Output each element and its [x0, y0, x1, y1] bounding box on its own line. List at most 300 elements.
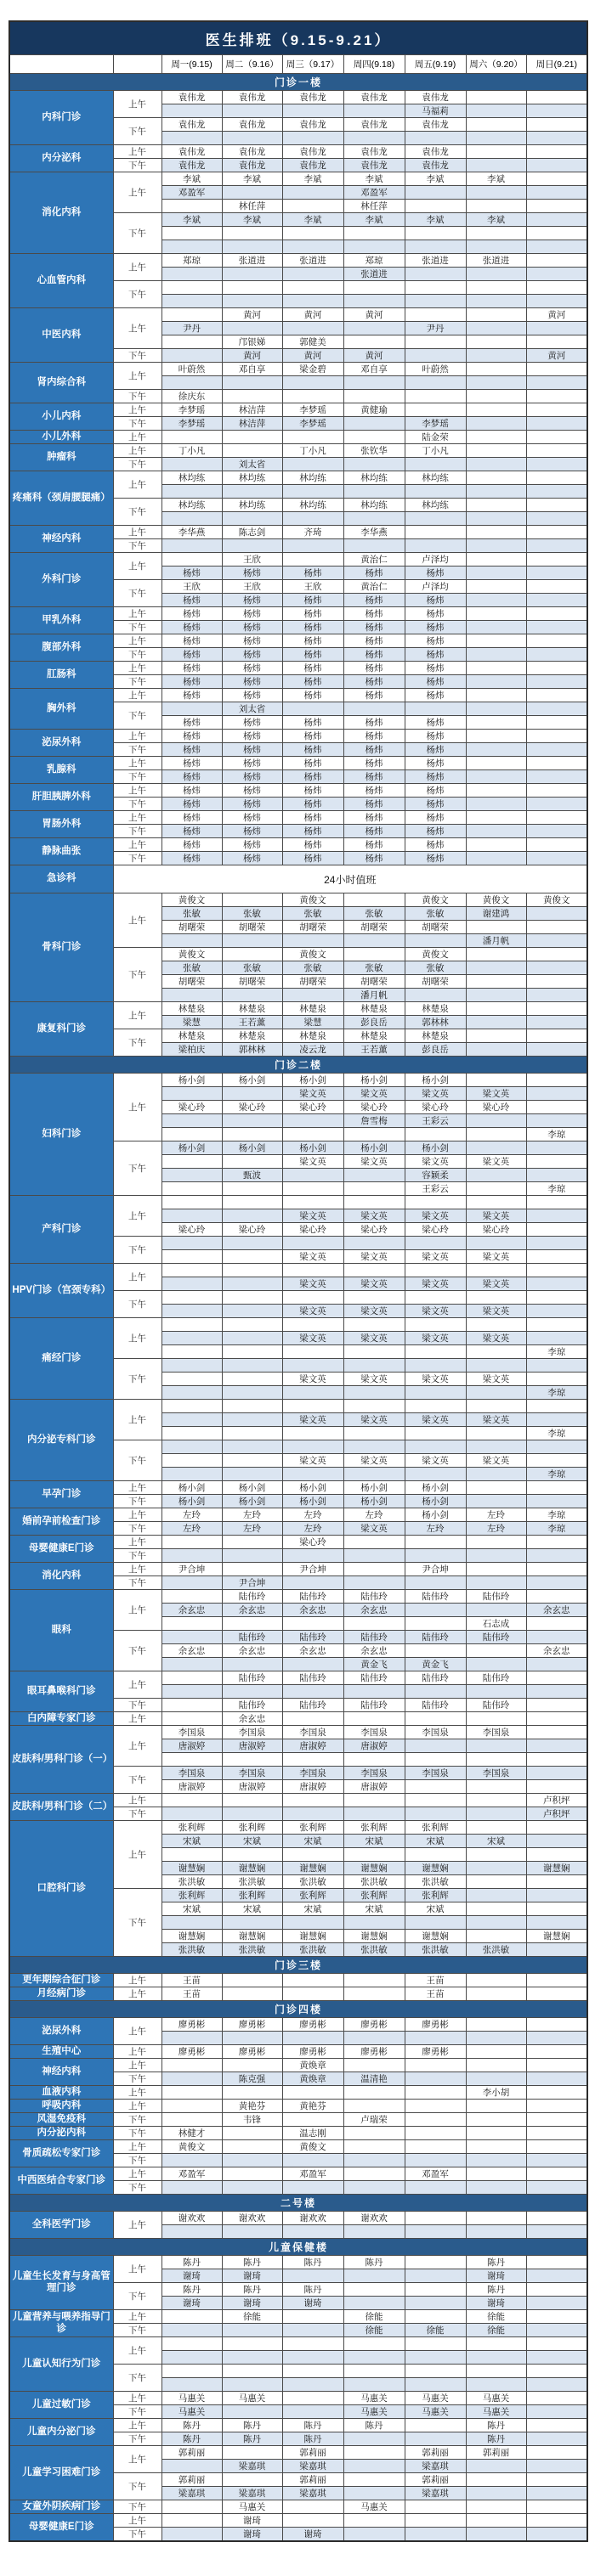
doctor-cell: 杨小剑: [343, 1481, 405, 1495]
empty-cell: [526, 1987, 587, 2001]
doctor-cell: 李斌: [466, 172, 526, 186]
empty-cell: [466, 1043, 526, 1057]
empty-cell: [282, 1182, 343, 1196]
doctor-cell: 杨炜: [282, 811, 343, 825]
empty-cell: [405, 2072, 466, 2086]
empty-cell: [405, 2514, 466, 2528]
empty-cell: [282, 2269, 343, 2283]
doctor-cell: 梁心玲: [343, 1101, 405, 1114]
schedule-row: [9, 1821, 587, 1835]
doctor-cell: 黄治仁: [343, 580, 405, 594]
empty-cell: [162, 512, 222, 526]
empty-cell: [466, 1074, 526, 1087]
schedule-row: [9, 2059, 587, 2072]
doctor-cell: 陈丹: [282, 2283, 343, 2297]
doctor-cell: 胡曙荣: [162, 975, 222, 989]
doctor-cell: 杨小剑: [222, 1141, 282, 1155]
doctor-cell: 左玲: [405, 1522, 466, 1536]
doctor-cell: 杨炜: [282, 634, 343, 648]
doctor-cell: 卢泽均: [405, 553, 466, 566]
empty-cell: [405, 1685, 466, 1699]
empty-cell: [526, 2405, 587, 2419]
doctor-cell: 梁文英: [405, 1155, 466, 1169]
doctor-cell: 李国泉: [282, 1726, 343, 1739]
empty-cell: [466, 200, 526, 213]
doctor-cell: 杨小剑: [162, 1495, 222, 1508]
empty-cell: [466, 1386, 526, 1400]
empty-cell: [343, 2059, 405, 2072]
doctor-cell: 黄俊文: [526, 893, 587, 907]
empty-cell: [343, 227, 405, 240]
schedule-row: [9, 1002, 587, 1016]
doctor-cell: 胡曙荣: [343, 921, 405, 934]
doctor-cell: 陆伟玲: [222, 1631, 282, 1644]
title-row: [9, 21, 587, 55]
doctor-cell: 杨炜: [405, 798, 466, 811]
doctor-cell: 梁文英: [343, 1332, 405, 1345]
doctor-cell: 杨炜: [162, 634, 222, 648]
empty-cell: [282, 458, 343, 471]
time-label: 上午: [113, 811, 162, 825]
doctor-cell: 李国泉: [343, 1767, 405, 1780]
empty-cell: [162, 1468, 222, 1481]
doctor-cell: 杨炜: [282, 798, 343, 811]
doctor-cell: 马惠关: [222, 2392, 282, 2405]
doctor-cell: 梁文英: [466, 1413, 526, 1427]
doctor-cell: 邓盈军: [162, 2167, 222, 2181]
empty-cell: [526, 2113, 587, 2127]
doctor-cell: 张利辉: [282, 1821, 343, 1835]
corner-cell-department: [9, 55, 113, 74]
empty-cell: [405, 295, 466, 308]
empty-cell: [466, 1604, 526, 1617]
empty-cell: [405, 335, 466, 349]
doctor-cell: 杨炜: [343, 594, 405, 607]
empty-cell: [222, 1182, 282, 1196]
empty-cell: [222, 1087, 282, 1101]
doctor-cell: 杨炜: [405, 566, 466, 580]
empty-cell: [526, 539, 587, 553]
doctor-cell: 陆伟玲: [282, 1631, 343, 1644]
section-header: 门诊二楼: [9, 1057, 587, 1074]
empty-cell: [526, 499, 587, 512]
empty-cell: [282, 2392, 343, 2405]
time-label: 上午: [113, 308, 162, 349]
time-label: 上午: [113, 2514, 162, 2528]
doctor-cell: 谢慧娴: [526, 1862, 587, 1875]
time-label: 下午: [113, 2113, 162, 2127]
empty-cell: [343, 2297, 405, 2310]
empty-cell: [282, 934, 343, 948]
doctor-cell: 黄金飞: [405, 1658, 466, 1671]
doctor-cell: 胡曙荣: [222, 921, 282, 934]
schedule-row: [9, 2045, 587, 2059]
empty-cell: [526, 1264, 587, 1277]
doctor-cell: 谢慧娴: [526, 1930, 587, 1943]
time-label: 上午: [113, 444, 162, 458]
empty-cell: [526, 1495, 587, 1508]
doctor-cell: 杨炜: [343, 811, 405, 825]
doctor-cell: 左玲: [162, 1508, 222, 1522]
empty-cell: [526, 2337, 587, 2351]
empty-cell: [162, 1454, 222, 1468]
time-label: 下午: [113, 2283, 162, 2310]
empty-cell: [162, 1359, 222, 1373]
doctor-cell: 梁嘉琪: [162, 2487, 222, 2500]
doctor-cell: 林均练: [162, 471, 222, 485]
schedule-row: [9, 2337, 587, 2351]
empty-cell: [282, 1794, 343, 1807]
doctor-cell: 林楚泉: [405, 1002, 466, 1016]
empty-cell: [343, 1794, 405, 1807]
doctor-cell: 韦锋: [222, 2113, 282, 2127]
empty-cell: [466, 2045, 526, 2059]
doctor-cell: 杨炜: [282, 730, 343, 743]
schedule-row: [9, 1264, 587, 1277]
empty-cell: [222, 281, 282, 295]
doctor-cell: 李国泉: [282, 1767, 343, 1780]
doctor-cell: 黄河: [343, 349, 405, 363]
doctor-cell: 杨炜: [222, 852, 282, 865]
empty-cell: [526, 281, 587, 295]
doctor-cell: 杨炜: [405, 743, 466, 757]
doctor-cell: 杨炜: [405, 675, 466, 689]
doctor-cell: 谢琦: [222, 2269, 282, 2283]
doctor-cell: 张敏: [405, 961, 466, 975]
empty-cell: [405, 403, 466, 417]
doctor-cell: 杨小剑: [405, 1495, 466, 1508]
empty-cell: [222, 1400, 282, 1413]
doctor-cell: 林均练: [222, 499, 282, 512]
empty-cell: [162, 2310, 222, 2324]
empty-cell: [405, 1359, 466, 1373]
empty-cell: [222, 1386, 282, 1400]
doctor-cell: 谢慧娴: [222, 1862, 282, 1875]
empty-cell: [162, 2337, 222, 2351]
empty-cell: [526, 2351, 587, 2365]
empty-cell: [162, 1631, 222, 1644]
doctor-cell: 杨炜: [162, 566, 222, 580]
doctor-cell: 左玲: [466, 1508, 526, 1522]
schedule-row: [9, 2100, 587, 2113]
doctor-cell: 林楚泉: [222, 1002, 282, 1016]
doctor-cell: 杨炜: [343, 757, 405, 770]
empty-cell: [343, 1549, 405, 1563]
time-label: 下午: [113, 798, 162, 811]
section-header-row: [9, 74, 587, 91]
department-label: 康复科门诊: [9, 1002, 113, 1057]
doctor-cell: 余玄忠: [282, 1644, 343, 1658]
doctor-cell: 谢琦: [222, 2297, 282, 2310]
empty-cell: [526, 1196, 587, 1209]
empty-cell: [343, 2127, 405, 2140]
schedule-row: [9, 2140, 587, 2154]
empty-cell: [222, 2059, 282, 2072]
schedule-row: [9, 784, 587, 798]
empty-cell: [526, 1250, 587, 1264]
empty-cell: [343, 1753, 405, 1767]
schedule-row: [9, 254, 587, 268]
empty-cell: [526, 1563, 587, 1576]
doctor-cell: 潘月帆: [343, 989, 405, 1002]
empty-cell: [466, 1016, 526, 1029]
empty-cell: [526, 403, 587, 417]
empty-cell: [162, 335, 222, 349]
doctor-cell: 王若薰: [343, 1043, 405, 1057]
empty-cell: [162, 1794, 222, 1807]
schedule-row: [9, 363, 587, 376]
empty-cell: [466, 186, 526, 200]
doctor-cell: 陆伟玲: [343, 1631, 405, 1644]
empty-cell: [162, 240, 222, 254]
empty-cell: [405, 702, 466, 716]
empty-cell: [222, 240, 282, 254]
empty-cell: [466, 2072, 526, 2086]
department-label: 中西医结合专家门诊: [9, 2167, 113, 2195]
doctor-cell: 宋斌: [222, 1902, 282, 1916]
empty-cell: [162, 2086, 222, 2100]
empty-cell: [343, 2446, 405, 2460]
time-label: 上午: [113, 1821, 162, 1889]
time-label: 下午: [113, 1807, 162, 1821]
doctor-cell: 陈丹: [466, 2283, 526, 2297]
doctor-cell: 张道进: [343, 268, 405, 281]
department-label: 更年期综合征门诊: [9, 1974, 113, 1987]
doctor-cell: 梁文英: [343, 1087, 405, 1101]
empty-cell: [282, 553, 343, 566]
empty-cell: [222, 2365, 282, 2378]
doctor-cell: 陆伟玲: [405, 1590, 466, 1604]
empty-cell: [222, 2181, 282, 2195]
empty-cell: [466, 1902, 526, 1916]
doctor-cell: 杨炜: [282, 716, 343, 730]
schedule-row: [9, 2419, 587, 2432]
empty-cell: [282, 1264, 343, 1277]
empty-cell: [282, 512, 343, 526]
doctor-cell: 杨小剑: [343, 1495, 405, 1508]
empty-cell: [466, 770, 526, 784]
doctor-cell: 梁文英: [466, 1209, 526, 1223]
empty-cell: [466, 1128, 526, 1141]
empty-cell: [526, 662, 587, 675]
empty-cell: [466, 349, 526, 363]
empty-cell: [526, 254, 587, 268]
empty-cell: [526, 1043, 587, 1057]
empty-cell: [162, 2154, 222, 2167]
empty-cell: [222, 2378, 282, 2392]
empty-cell: [466, 852, 526, 865]
doctor-cell: 杨炜: [162, 716, 222, 730]
doctor-cell: 杨炜: [222, 662, 282, 675]
doctor-cell: 梁心玲: [343, 1223, 405, 1237]
empty-cell: [405, 1196, 466, 1209]
empty-cell: [526, 1536, 587, 1549]
doctor-cell: 杨炜: [343, 634, 405, 648]
doctor-cell: 郭莉丽: [466, 2446, 526, 2460]
empty-cell: [466, 1182, 526, 1196]
department-label: 骨科门诊: [9, 893, 113, 1002]
doctor-cell: 廖勇彬: [282, 2018, 343, 2032]
doctor-cell: 黄健瑜: [343, 403, 405, 417]
empty-cell: [466, 376, 526, 390]
doctor-cell: 张洪敏: [162, 1943, 222, 1957]
empty-cell: [526, 526, 587, 539]
empty-cell: [405, 2154, 466, 2167]
empty-cell: [466, 743, 526, 757]
schedule-row: [9, 2167, 587, 2181]
empty-cell: [526, 1848, 587, 1862]
doctor-cell: 杨炜: [405, 716, 466, 730]
doctor-cell: 张敏: [282, 907, 343, 921]
empty-cell: [162, 1169, 222, 1182]
time-label: 下午: [113, 2432, 162, 2446]
time-label: 上午: [113, 662, 162, 675]
time-label: 上午: [113, 1794, 162, 1807]
doctor-cell: 梁文英: [282, 1454, 343, 1468]
doctor-cell: 梁心玲: [405, 1223, 466, 1237]
empty-cell: [526, 132, 587, 145]
time-label: 下午: [113, 1699, 162, 1712]
doctor-cell: 黄河: [343, 308, 405, 322]
empty-cell: [222, 1536, 282, 1549]
doctor-cell: 廖勇彬: [222, 2045, 282, 2059]
empty-cell: [343, 1345, 405, 1359]
doctor-cell: 张敏: [162, 907, 222, 921]
doctor-cell: 马惠关: [466, 2405, 526, 2419]
empty-cell: [526, 2473, 587, 2487]
empty-cell: [222, 1563, 282, 1576]
empty-cell: [282, 2351, 343, 2365]
department-label: 白内障专家门诊: [9, 1712, 113, 1726]
doctor-cell: 郭莉丽: [282, 2473, 343, 2487]
time-label: 下午: [113, 2473, 162, 2500]
empty-cell: [466, 2487, 526, 2500]
doctor-cell: 林洁萍: [222, 403, 282, 417]
schedule-row: [9, 2018, 587, 2032]
doctor-cell: 陈丹: [222, 2283, 282, 2297]
empty-cell: [282, 2310, 343, 2324]
doctor-cell: 袁伟龙: [343, 145, 405, 159]
doctor-cell: 谢欢欢: [282, 2212, 343, 2225]
doctor-cell: 梁嘉琪: [405, 2487, 466, 2500]
doctor-cell: 徐能: [405, 2324, 466, 2337]
empty-cell: [343, 132, 405, 145]
empty-cell: [466, 2018, 526, 2032]
doctor-cell: 李国泉: [162, 1726, 222, 1739]
empty-cell: [282, 1987, 343, 2001]
empty-cell: [466, 1536, 526, 1549]
empty-cell: [405, 526, 466, 539]
doctor-cell: 马惠关: [162, 2405, 222, 2419]
empty-cell: [282, 1916, 343, 1930]
doctor-cell: 陈丹: [282, 2432, 343, 2446]
empty-cell: [343, 2154, 405, 2167]
empty-cell: [526, 1359, 587, 1373]
doctor-cell: 梁心玲: [282, 1101, 343, 1114]
doctor-cell: 李梦瑶: [162, 417, 222, 431]
empty-cell: [162, 2514, 222, 2528]
empty-cell: [343, 485, 405, 499]
doctor-cell: 李华燕: [162, 526, 222, 539]
empty-cell: [526, 2072, 587, 2086]
doctor-cell: 张利辉: [405, 1821, 466, 1835]
section-header: 门诊一楼: [9, 74, 587, 91]
schedule-row: [9, 1536, 587, 1549]
empty-cell: [343, 702, 405, 716]
doctor-cell: 叶蔚然: [405, 363, 466, 376]
doctor-cell: 杨炜: [405, 757, 466, 770]
doctor-cell: 杨小剑: [222, 1481, 282, 1495]
empty-cell: [405, 2113, 466, 2127]
doctor-cell: 杨小剑: [162, 1481, 222, 1495]
doctor-cell: 黄河: [222, 308, 282, 322]
doctor-cell: 梁文英: [282, 1155, 343, 1169]
day-header: 周二（9.16）: [222, 55, 282, 74]
empty-cell: [222, 1345, 282, 1359]
empty-cell: [526, 213, 587, 227]
empty-cell: [162, 1848, 222, 1862]
time-label: 上午: [113, 553, 162, 580]
empty-cell: [466, 2500, 526, 2514]
doctor-cell: 郭健美: [282, 335, 343, 349]
section-header: 二号楼: [9, 2195, 587, 2212]
doctor-cell: 林均练: [162, 499, 222, 512]
doctor-cell: 袁伟龙: [405, 159, 466, 172]
empty-cell: [466, 444, 526, 458]
empty-cell: [526, 1617, 587, 1631]
time-label: 下午: [113, 675, 162, 689]
empty-cell: [343, 2432, 405, 2446]
empty-cell: [222, 1794, 282, 1807]
empty-cell: [222, 1264, 282, 1277]
doctor-cell: 杨炜: [162, 757, 222, 770]
time-label: 下午: [113, 1141, 162, 1196]
doctor-cell: 杨炜: [282, 743, 343, 757]
doctor-cell: 梁文英: [466, 1087, 526, 1101]
empty-cell: [466, 308, 526, 322]
doctor-cell: 谢欢欢: [162, 2212, 222, 2225]
doctor-cell: 林任萍: [343, 200, 405, 213]
empty-cell: [282, 104, 343, 118]
doctor-cell: 邓盈军: [282, 2167, 343, 2181]
empty-cell: [466, 1196, 526, 1209]
doctor-cell: 梁心玲: [405, 1101, 466, 1114]
time-label: 上午: [113, 689, 162, 702]
schedule-row: [9, 471, 587, 485]
doctor-cell: 李琼: [526, 1468, 587, 1481]
doctor-cell: 邓自享: [222, 363, 282, 376]
empty-cell: [343, 2181, 405, 2195]
doctor-cell: 余玄忠: [222, 1604, 282, 1617]
doctor-cell: 张洪敏: [466, 1943, 526, 1957]
department-label: 肝胆胰脾外科: [9, 784, 113, 811]
empty-cell: [466, 1780, 526, 1794]
empty-cell: [222, 132, 282, 145]
empty-cell: [466, 2059, 526, 2072]
empty-cell: [343, 1169, 405, 1182]
schedule-row: [9, 838, 587, 852]
schedule-row: [9, 1508, 587, 1522]
doctor-cell: 黄治仁: [343, 553, 405, 566]
empty-cell: [466, 1889, 526, 1902]
empty-cell: [405, 1644, 466, 1658]
schedule-row: [9, 2392, 587, 2405]
doctor-cell: 黄河: [526, 349, 587, 363]
empty-cell: [343, 1468, 405, 1481]
empty-cell: [526, 1373, 587, 1386]
empty-cell: [343, 934, 405, 948]
empty-cell: [405, 2225, 466, 2239]
